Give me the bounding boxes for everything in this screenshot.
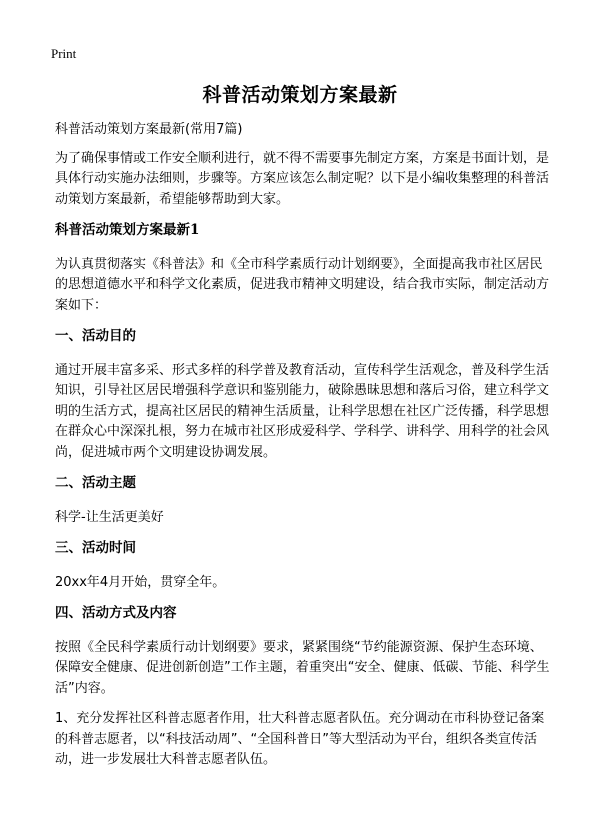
heading-time: 三、活动时间	[55, 540, 136, 556]
section-intro-paragraph: 为认真贯彻落实《科普法》和《全市科学素质行动计划纲要》，全面提高我市社区居民的思想道德水平和科学文化素质，促进我市精神文明建设，结合我市实际，制定活动方案如下：	[55, 256, 550, 313]
theme-paragraph: 科学-让生活更美好	[55, 509, 164, 525]
section-heading: 科普活动策划方案最新1	[55, 222, 200, 238]
document-subtitle: 科普活动策划方案最新(常用7篇)	[55, 122, 243, 137]
print-label[interactable]: Print	[51, 46, 77, 61]
heading-method: 四、活动方式及内容	[55, 605, 177, 621]
document-body	[55, 120, 550, 781]
page-title: 科普活动策划方案最新	[202, 84, 398, 106]
purpose-paragraph: 通过开展丰富多采、形式多样的科学普及教育活动，宣传科学生活观念，普及科学生活知识，引导社区居民增强科学意识和鉴别能力，破除愚昧思想和落后习俗，建立科学文明的生活方式，提高社区居民的精神生活质量，让科学思想在社区广泛传播，科学思想在群众心中深深扎根，努力在城市社区形成爱科学、学科学、讲科学、用科学的社会风尚，促进城市两个文明建设协调发展。	[55, 362, 550, 460]
heading-theme: 二、活动主题	[55, 475, 136, 491]
intro-paragraph: 为了确保事情或工作安全顺利进行，就不得不需要事先制定方案，方案是书面计划，是具体行动实施办法细则，步骤等。方案应该怎么制定呢？以下是小编收集整理的科普活动策划方案最新，希望能够帮助到大家。	[55, 150, 550, 207]
method-paragraph: 按照《全民科学素质行动计划纲要》要求，紧紧围绕“节约能源资源、保护生态环境、保障安全健康、促进创新创造”工作主题，着重突出“安全、健康、低碳、节能、科学生活”内容。	[55, 639, 550, 696]
item-1-paragraph: 1、充分发挥社区科普志愿者作用，壮大科普志愿者队伍。充分调动在市科协登记备案的科普志愿者，以“科技活动周”、“全国科普日”等大型活动为平台，组织各类宣传活动，进一步发展壮大科普志愿者队伍。	[55, 711, 545, 767]
heading-purpose: 一、活动目的	[55, 328, 136, 344]
time-paragraph: 20xx年4月开始，贯穿全年。	[55, 574, 226, 590]
